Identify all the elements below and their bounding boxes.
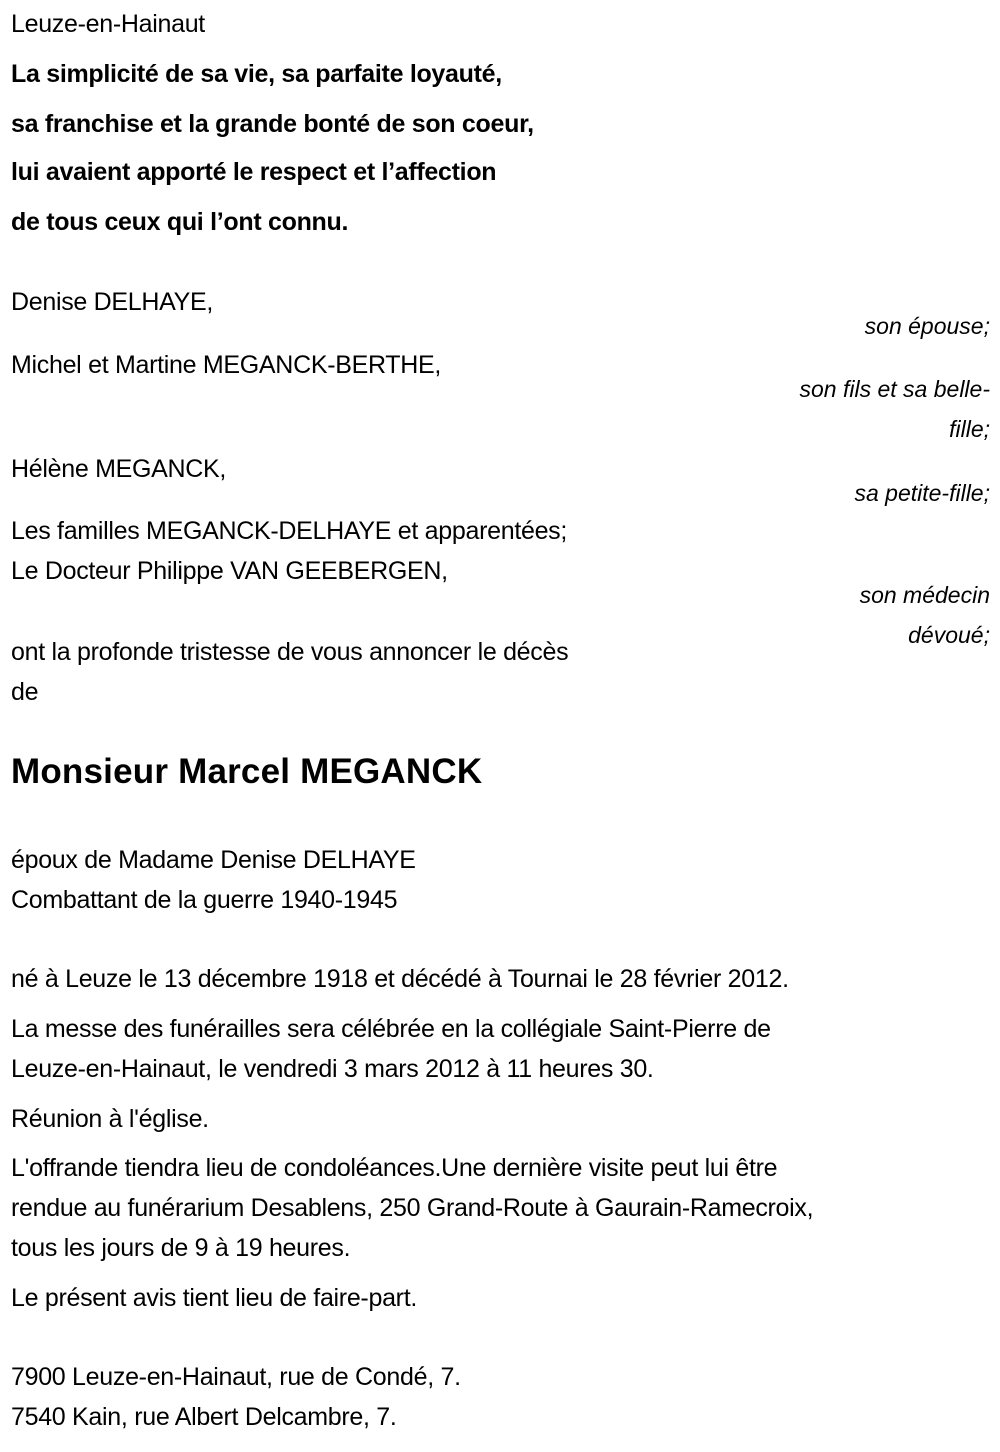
notice-line: Le présent avis tient lieu de faire-part.: [11, 1284, 417, 1312]
mass-line: Leuze-en-Hainaut, le vendredi 3 mars 2012 à 11 heures 30.: [11, 1055, 654, 1083]
family-member-relation: dévoué;: [908, 622, 990, 648]
deceased-detail: Combattant de la guerre 1940-1945: [11, 886, 398, 914]
offering-line: rendue au funérarium Desablens, 250 Grand-Route à Gaurain-Ramecroix,: [11, 1194, 814, 1222]
epitaph-line: de tous ceux qui l’ont connu.: [11, 208, 349, 236]
family-member-name: Denise DELHAYE,: [11, 288, 214, 316]
offering-line: tous les jours de 9 à 19 heures.: [11, 1234, 351, 1262]
announcement-line: ont la profonde tristesse de vous annoncer le décès: [11, 638, 569, 666]
family-member-relation: son épouse;: [864, 313, 990, 339]
announcement-line: de: [11, 678, 39, 706]
offering-line: L'offrande tiendra lieu de condoléances.Une dernière visite peut lui être: [11, 1154, 778, 1182]
deceased-name: Monsieur Marcel MEGANCK: [11, 752, 483, 791]
family-member-relation: son fils et sa belle-: [799, 376, 990, 402]
epitaph-line: La simplicité de sa vie, sa parfaite loyauté,: [11, 60, 502, 88]
family-member-name: Le Docteur Philippe VAN GEEBERGEN,: [11, 557, 448, 585]
family-member-relation: sa petite-fille;: [854, 480, 990, 506]
family-member-name: Michel et Martine MEGANCK-BERTHE,: [11, 351, 442, 379]
family-member-relation: son médecin: [859, 582, 990, 608]
family-member-name: Hélène MEGANCK,: [11, 455, 227, 483]
mass-line: La messe des funérailles sera célébrée en la collégiale Saint-Pierre de: [11, 1015, 771, 1043]
location-heading: Leuze-en-Hainaut: [11, 10, 205, 38]
deceased-detail: époux de Madame Denise DELHAYE: [11, 846, 416, 874]
birth-death-line: né à Leuze le 13 décembre 1918 et décédé à Tournai le 28 février 2012.: [11, 965, 789, 993]
family-member-name: Les familles MEGANCK-DELHAYE et apparentées;: [11, 517, 568, 545]
epitaph-line: sa franchise et la grande bonté de son coeur,: [11, 110, 534, 138]
epitaph-line: lui avaient apporté le respect et l’affection: [11, 158, 497, 186]
meeting-line: Réunion à l'église.: [11, 1105, 209, 1133]
address-line: 7900 Leuze-en-Hainaut, rue de Condé, 7.: [11, 1363, 461, 1391]
family-member-relation: fille;: [949, 416, 990, 442]
address-line: 7540 Kain, rue Albert Delcambre, 7.: [11, 1403, 397, 1431]
